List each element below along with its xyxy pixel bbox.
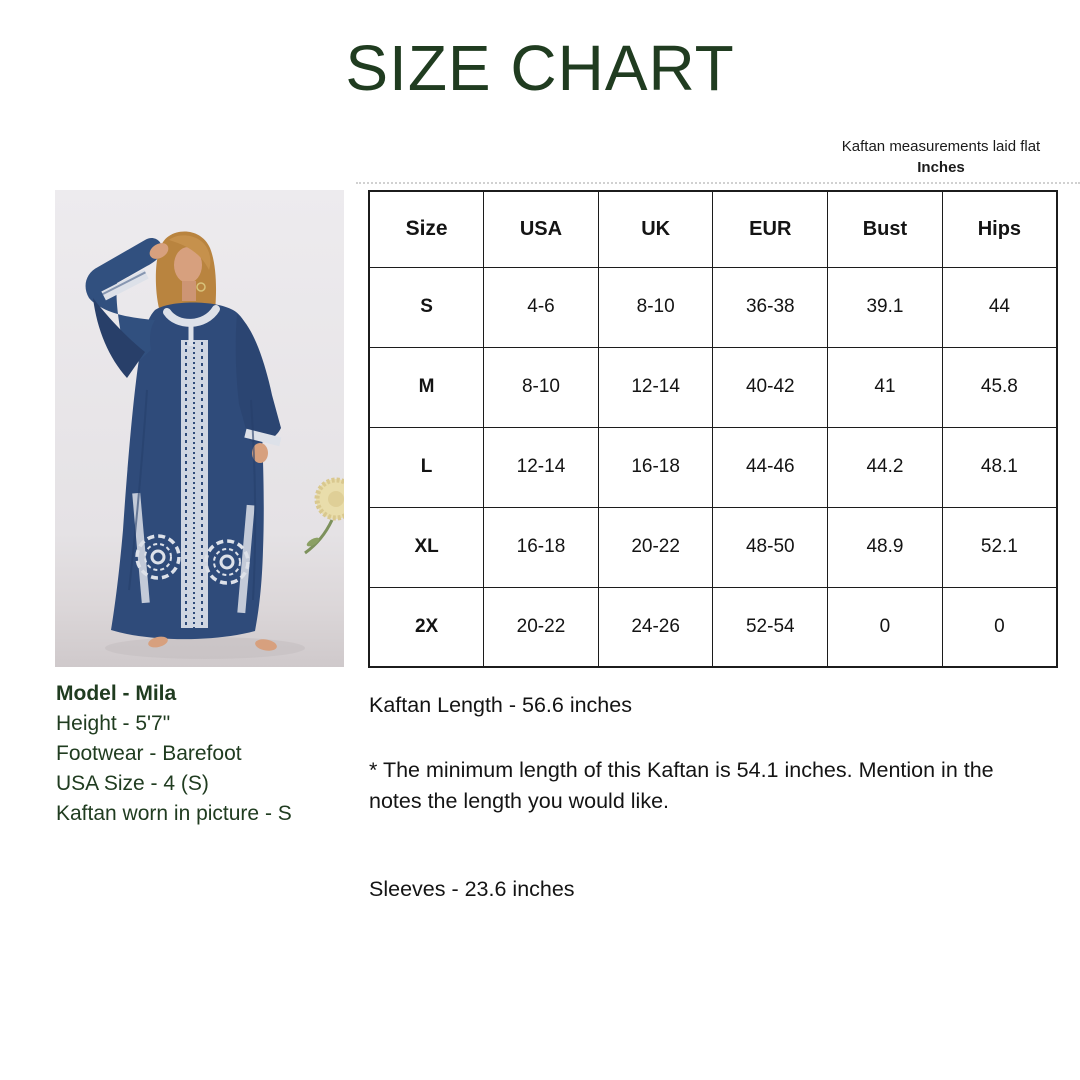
bust-value: 44.2 <box>828 427 943 507</box>
size-label: L <box>369 427 484 507</box>
usa-value: 12-14 <box>484 427 599 507</box>
measurement-note <box>801 136 1080 178</box>
page-title: SIZE CHART <box>345 32 735 104</box>
model-photo-illustration <box>55 190 344 667</box>
model-usa-size-line: USA Size - 4 (S) <box>56 772 209 795</box>
size-row-s <box>369 267 1057 347</box>
hips-value: 45.8 <box>942 347 1057 427</box>
minimum-length-note: * The minimum length of this Kaftan is 54.1 inches. Mention in the notes the length you would like. <box>369 758 994 813</box>
size-row-l <box>369 427 1057 507</box>
usa-value: 8-10 <box>484 347 599 427</box>
eur-value: 40-42 <box>713 347 828 427</box>
size-label: XL <box>369 507 484 587</box>
size-row-2x <box>369 587 1057 667</box>
size-table-header-row <box>369 191 1057 267</box>
header-usa: USA <box>484 191 599 267</box>
sleeves-text: Sleeves - 23.6 inches <box>369 877 575 901</box>
hips-value: 48.1 <box>942 427 1057 507</box>
size-row-m <box>369 347 1057 427</box>
bust-value: 39.1 <box>828 267 943 347</box>
header-hips: Hips <box>942 191 1057 267</box>
uk-value: 8-10 <box>598 267 713 347</box>
measurement-note-text: Kaftan measurements laid flat <box>841 138 1041 155</box>
eur-value: 52-54 <box>713 587 828 667</box>
size-label: M <box>369 347 484 427</box>
uk-value: 24-26 <box>598 587 713 667</box>
eur-value: 48-50 <box>713 507 828 587</box>
bust-value: 48.9 <box>828 507 943 587</box>
kaftan-length-text: Kaftan Length - 56.6 inches <box>369 693 632 717</box>
size-label: 2X <box>369 587 484 667</box>
bust-value: 41 <box>828 347 943 427</box>
measurement-unit-label: Inches <box>917 159 965 176</box>
kaftan-worn-line: Kaftan worn in picture - S <box>56 802 292 825</box>
bust-value: 0 <box>828 587 943 667</box>
size-label: S <box>369 267 484 347</box>
header-uk: UK <box>598 191 713 267</box>
usa-value: 16-18 <box>484 507 599 587</box>
usa-value: 4-6 <box>484 267 599 347</box>
header-bust: Bust <box>828 191 943 267</box>
model-photo <box>55 190 344 667</box>
hips-value: 52.1 <box>942 507 1057 587</box>
uk-value: 12-14 <box>598 347 713 427</box>
model-footwear-line: Footwear - Barefoot <box>56 742 242 765</box>
center-embroidery-band <box>181 340 208 628</box>
header-size: Size <box>369 191 484 267</box>
hips-value: 0 <box>942 587 1057 667</box>
dotted-divider <box>356 182 1080 184</box>
model-name-line: Model - Mila <box>56 682 177 705</box>
eur-value: 36-38 <box>713 267 828 347</box>
hips-value: 44 <box>942 267 1057 347</box>
model-info <box>56 679 292 829</box>
size-table <box>368 190 1058 668</box>
size-row-xl <box>369 507 1057 587</box>
header-eur: EUR <box>713 191 828 267</box>
usa-value: 20-22 <box>484 587 599 667</box>
eur-value: 44-46 <box>713 427 828 507</box>
model-height-line: Height - 5'7" <box>56 712 171 735</box>
uk-value: 16-18 <box>598 427 713 507</box>
uk-value: 20-22 <box>598 507 713 587</box>
